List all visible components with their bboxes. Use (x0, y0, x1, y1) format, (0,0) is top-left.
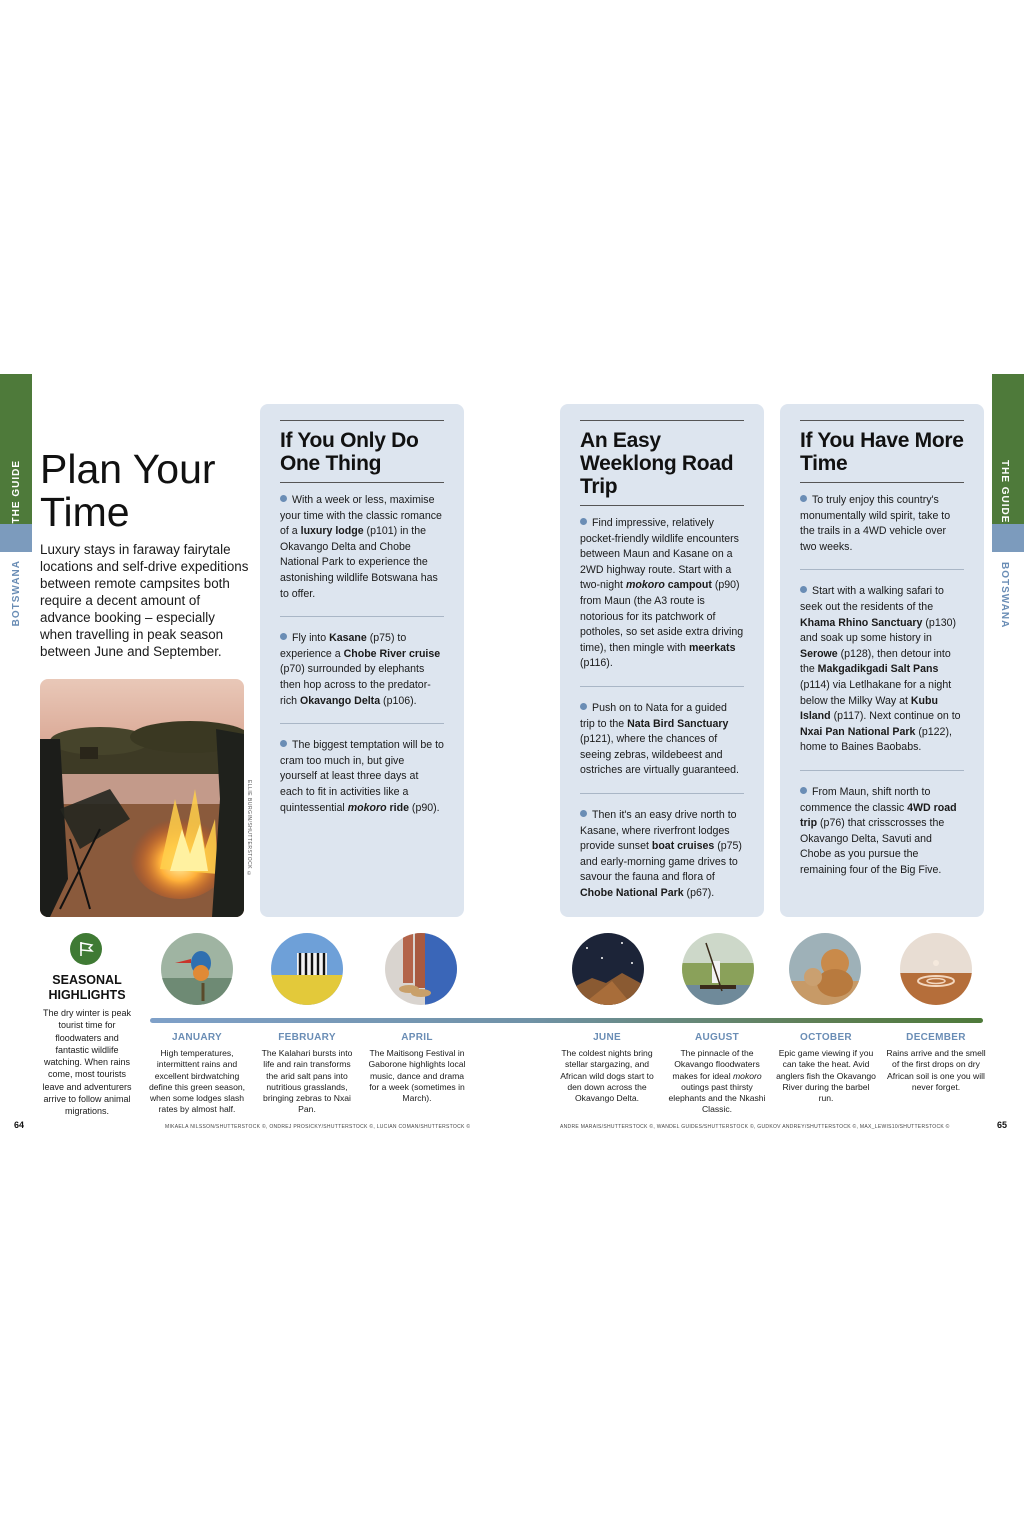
month-january: JANUARY (171, 1032, 223, 1043)
photo-credits-left: MIKAELA NILSSON/SHUTTERSTOCK ©, ONDREJ PROSICKY/SHUTTERSTOCK ©, LUCIAN COMAN/SHUTTERSTOCK © (165, 1124, 471, 1130)
seasonal-text: The dry winter is peak tourist time for floodwaters and fantastic wildlife watching. When rains come, most tourists leave and adventurers arrive to follow animal migrations. (42, 1008, 132, 1117)
card-item-text: To truly enjoy this country's monumentally wild spirit, take to the trails in a 4WD vehicle over two weeks. (800, 494, 951, 553)
card-item (800, 785, 964, 893)
zebra-photo (271, 933, 343, 1005)
card-item-text: Find impressive, relatively pocket-friendly wildlife encounters between Maun and Kasane on a 2WD highway route. Start with a two-night mokoro campout (p90) from Maun (the A3 route is notorious for its patchwork of potholes, so set aside extra driving time), then mingle with meerkats (p116). (580, 517, 744, 670)
month-june: JUNE (593, 1032, 621, 1043)
month-february: FEBRUARY (278, 1032, 336, 1043)
card-item-text: From Maun, shift north to commence the classic 4WD road trip (p76) that crisscrosses the Okavango Delta, Savuti and Chobe as you pursue the remaining four of the Big Five. (800, 785, 957, 876)
photo-credits-right: ANDRE MARAIS/SHUTTERSTOCK ©, WANDEL GUIDES/SHUTTERSTOCK ©, GUDKOV ANDREY/SHUTTERSTOCK ©, MAX_LEWIS10/SHUTTERSTOCK © (560, 1124, 950, 1130)
card-road-trip (560, 404, 764, 917)
bullet-dot-icon (280, 633, 287, 640)
bullet-dot-icon (580, 810, 587, 817)
month-desc-december: Rains arrive and the smell of the first drops on dry African soil is one you will never forget. (886, 1048, 986, 1092)
card-item (580, 516, 744, 687)
card-item-text: The biggest temptation will be to cram too much in, but give yourself at least three days at each to fit in activities like a quintessential mokoro ride (p90). (280, 739, 444, 814)
mokoro-photo (682, 933, 754, 1005)
card-one-thing (260, 404, 464, 917)
card-item-text: Start with a walking safari to seek out the residents of the Khama Rhino Sanctuary (p130) and soak up some history in Serowe (p128), then detour into the Makgadikgadi Salt Pans (p114) via Letlhakane for a night below the Milky Way at Kubu Island (p117). Next continue on to Nxai Pan National Park (p122), home to Baines Baobabs. (800, 585, 961, 754)
card-title: An Easy Weeklong Road Trip (580, 429, 734, 498)
card-item (280, 493, 444, 617)
month-april: APRIL (401, 1032, 433, 1043)
card-item (580, 808, 744, 916)
stars-photo (572, 933, 644, 1005)
card-item (280, 631, 444, 724)
card-title-rule (580, 505, 744, 506)
card-top-rule (800, 420, 964, 421)
flag-icon (70, 933, 102, 965)
bullet-dot-icon (580, 703, 587, 710)
bullet-dot-icon (280, 495, 287, 502)
card-item-text: Then it's an easy drive north to Kasane, where riverfront lodges provide sunset boat cruises (p75) and early-morning game drives to savour the fauna and flora of Chobe National Park (p67). (580, 808, 742, 899)
side-tab-country-right (992, 524, 1024, 552)
side-tab-country-label-right: BOTSWANA (999, 562, 1010, 629)
month-december: DECEMBER (906, 1032, 966, 1043)
side-tab-guide-label-left: THE GUIDE (11, 460, 22, 524)
seasonal-title: SEASONAL HIGHLIGHTS (48, 973, 126, 1002)
bullet-dot-icon (280, 740, 287, 747)
card-top-rule (580, 420, 744, 421)
month-desc-june: The coldest nights bring stellar stargazing, and African wild dogs start to den down across the Okavango Delta. (560, 1048, 654, 1104)
month-desc-august: The pinnacle of the Okavango floodwaters makes for ideal mokoro outings past thirsty elephants and the Nkashi Classic. (668, 1048, 766, 1115)
card-item (580, 701, 744, 794)
card-item (800, 584, 964, 771)
month-desc-january: High temperatures, intermittent rains and excellent birdwatching define this green season, when some lodges slash rates by almost half. (148, 1048, 246, 1115)
month-august: AUGUST (694, 1032, 740, 1043)
photo-credit: ELLIE BURGIN/SHUTTERSTOCK © (246, 780, 252, 878)
card-item-text: Push on to Nata for a guided trip to the Nata Bird Sanctuary (p121), where the chances of seeing zebras, wildebeest and ostriches are virtually guaranteed. (580, 701, 739, 777)
card-item (280, 738, 444, 830)
card-top-rule (280, 420, 444, 421)
side-tab-guide-label-right: THE GUIDE (999, 460, 1010, 524)
card-item-text: With a week or less, maximise your time with the classic romance of a luxury lodge (p101) in the Okavango Delta and Chobe National Park to experience the astonishing wildlife Botswana has to offer. (280, 494, 442, 600)
bullet-dot-icon (580, 518, 587, 525)
side-tab-country-label-left: BOTSWANA (11, 560, 22, 627)
card-more-time (780, 404, 984, 917)
side-tab-country-left (0, 524, 32, 552)
card-title-rule (800, 482, 964, 483)
month-desc-february: The Kalahari bursts into life and rain transforms the arid salt pans into nutritious grasslands, bringing zebras to Nxai Pan. (261, 1048, 353, 1115)
card-item (800, 493, 964, 570)
intro-text: Luxury stays in faraway fairytale locations and self-drive expeditions between remote campsites both require a decent amount of advance booking – especially when travelling in peak season between June and September. (40, 542, 249, 659)
page-title: Plan Your Time (40, 446, 216, 535)
campfire-photo (40, 679, 244, 917)
card-title: If You Only Do One Thing (280, 429, 419, 475)
timeline-bar (150, 1018, 983, 1023)
card-title-rule (280, 482, 444, 483)
card-item-text: Fly into Kasane (p75) to experience a Chobe River cruise (p70) surrounded by elephants then hop across to the predator-rich Okavango Delta (p106). (280, 632, 441, 707)
dancers-photo (385, 933, 457, 1005)
month-desc-october: Epic game viewing if you can take the heat. Avid anglers fish the Okavango River during the barbel run. (776, 1048, 876, 1104)
lions-photo (789, 933, 861, 1005)
page-number-right: 65 (997, 1120, 1008, 1130)
kingfisher-photo (161, 933, 233, 1005)
month-october: OCTOBER (800, 1032, 852, 1043)
bullet-dot-icon (800, 787, 807, 794)
bullet-dot-icon (800, 586, 807, 593)
month-desc-april: The Maitisong Festival in Gaborone highlights local music, dance and drama for a week (sometimes in March). (368, 1048, 466, 1104)
page-number-left: 64 (14, 1120, 25, 1130)
card-title: If You Have More Time (800, 429, 964, 475)
bullet-dot-icon (800, 495, 807, 502)
raindrop-photo (900, 933, 972, 1005)
